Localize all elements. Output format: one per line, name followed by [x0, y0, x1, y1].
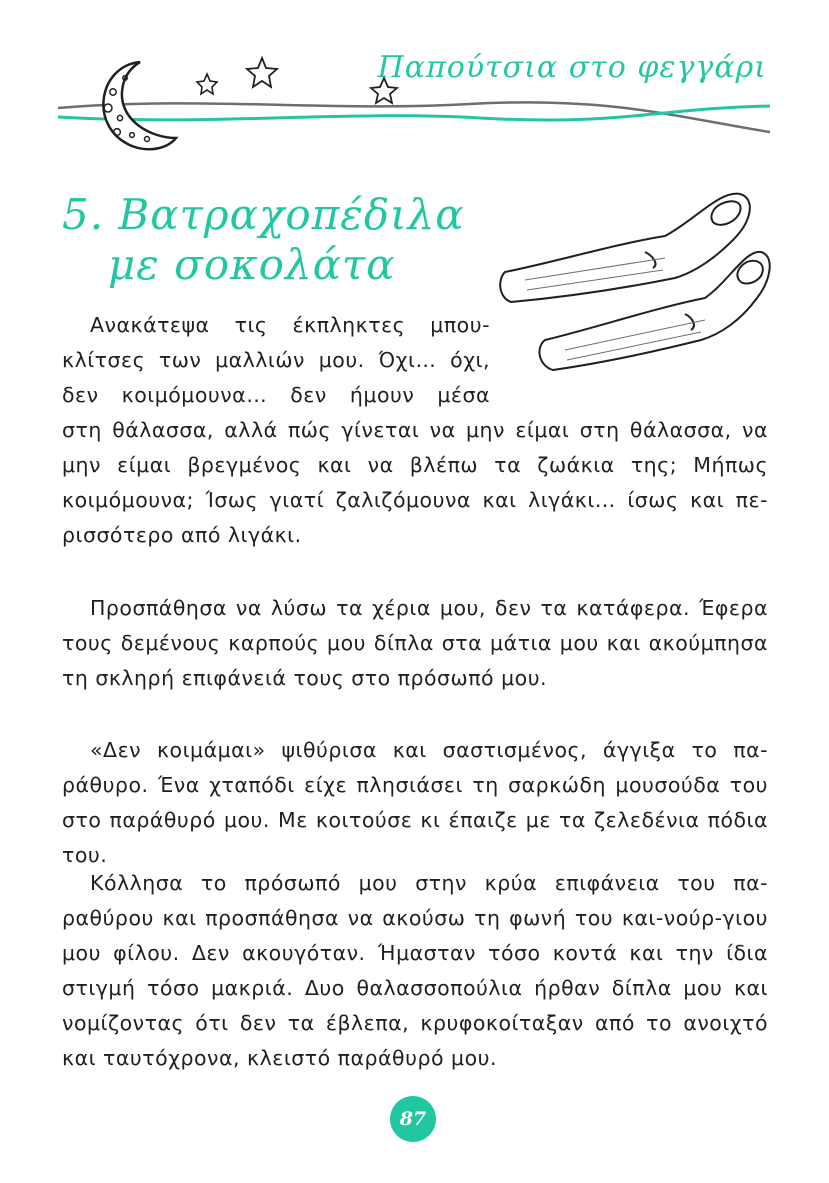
chapter-title-line1: 5. Βατραχοπέδιλα [62, 190, 465, 239]
paragraph-1-start: Ανακάτεψα τις έκπληκτες μπου-κλίτσες των μαλλιών μου. Όχι… όχι, δεν κοιμόμουνα… δεν ήμουν μέσα [62, 313, 490, 407]
chapter-title-line2: με σοκολάτα [108, 240, 396, 289]
star-icon [247, 58, 277, 87]
fin-top [500, 194, 750, 302]
star-icon [197, 74, 217, 94]
paragraph-2-text: Προσπάθησα να λύσω τα χέρια μου, δεν τα κατάφερα. Έφερα τους δεμένους καρπούς μου δίπλα στα μάτια μου και ακούμπησα τη σκληρή επιφάνειά τους στο πρόσωπό μου. [62, 596, 768, 690]
paragraph-3 [62, 733, 768, 873]
paragraph-4 [62, 866, 768, 1076]
header-teal-line [58, 106, 770, 120]
paragraph-1-wrapped [62, 308, 490, 413]
swim-fins-illustration [495, 180, 775, 410]
paragraph-3-text: «Δεν κοιμάμαι» ψιθύρισα και σαστισμένος, άγγιξα το πα-ράθυρο. Ένα χταπόδι είχε πλησιάσει τη σαρκώδη μουσούδα του στο παράθυρό μου. Με κοιτούσε κι έπαιζε με τα ζελεδένια πόδια του. [62, 738, 768, 867]
paragraph-4-text: Κόλλησα το πρόσωπό μου στην κρύα επιφάνεια του πα-ραθύρου και προσπάθησα να ακούσω τη φωνή του και-νούρ-γιου μου φίλου. Δεν ακουγόταν. Ήμασταν τόσο κοντά και την ίδια στιγμή τόσο μακριά. Δυο θαλασσοπούλια ήρθαν δίπλα μου και νομίζοντας ότι δεν τα έβλεπα, κρυφοκοίταξαν από το ανοιχτό και ταυτόχρονα, κλειστό παράθυρό μου. [62, 871, 768, 1070]
paragraph-1-rest: στη θάλασσα, αλλά πώς γίνεται να μην είμαι στη θάλασσα, να μην είμαι βρεγμένος και να βλέπω τα ζωάκια της; Μήπως κοιμόμουνα; Ίσως γιατί ζαλιζόμουνα και λιγάκι… ίσως και πε-ρισσότερο από λιγάκι. [62, 418, 768, 547]
paragraph-1-continued [62, 413, 768, 553]
moon-icon [103, 62, 176, 149]
page-number: 87 [390, 1096, 436, 1142]
running-header-title: Παπούτσια στο φεγγάρι [377, 50, 767, 85]
paragraph-2 [62, 591, 768, 696]
chapter-title [62, 190, 465, 290]
